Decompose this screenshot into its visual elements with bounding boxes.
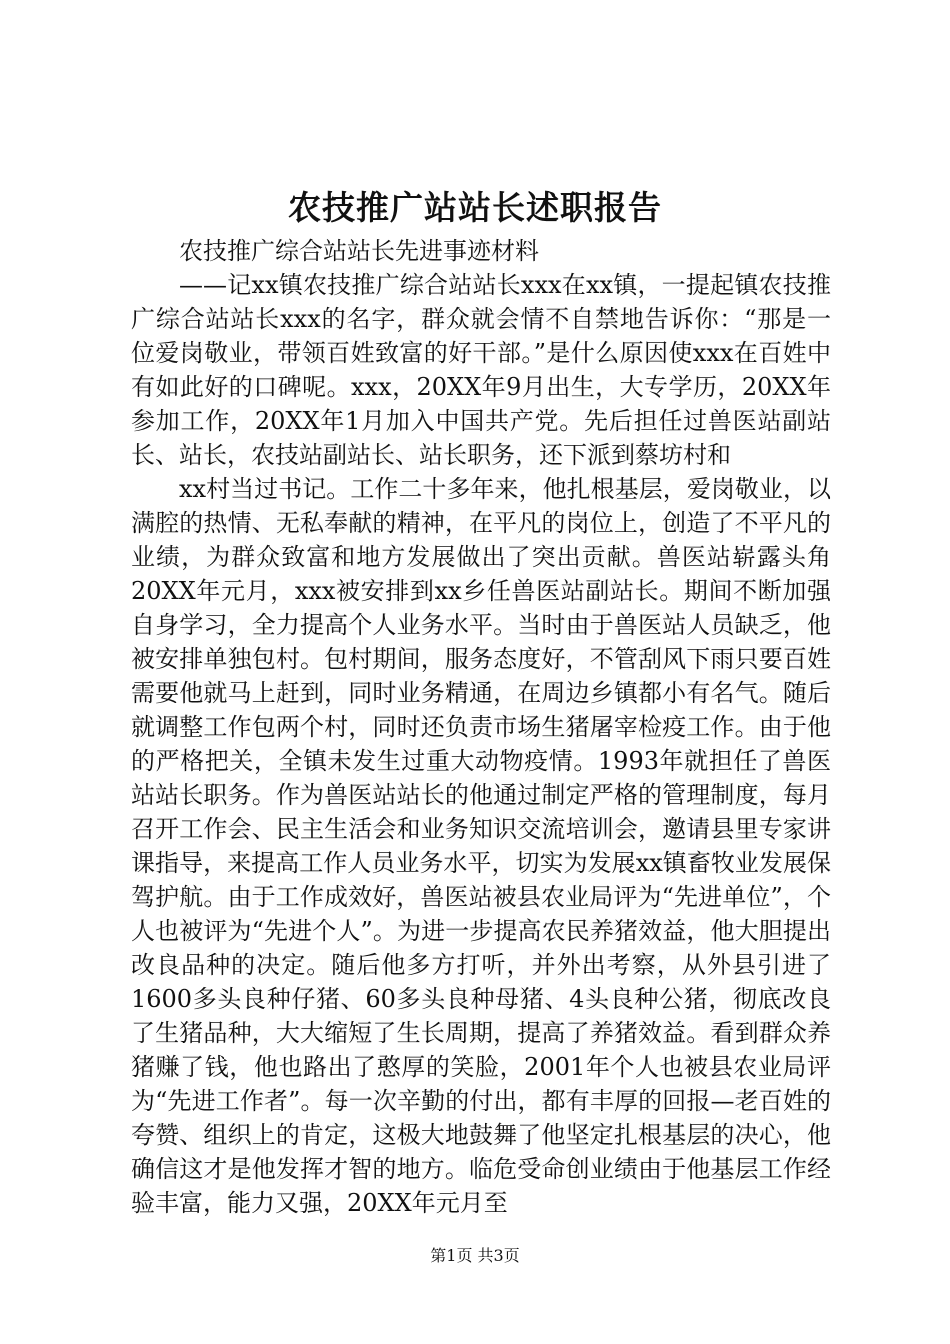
subtitle-paragraph: 农技推广综合站站长先进事迹材料	[179, 237, 539, 265]
page-number-footer: 第1页 共3页	[430, 1246, 520, 1265]
document-body	[131, 234, 831, 1220]
body-paragraph: xx村当过书记。工作二十多年来，他扎根基层，爱岗敬业，以满腔的热情、无私奉献的精神，在平凡的岗位上，创造了不平凡的业绩，为群众致富和地方发展做出了突出贡献。兽医站崭露头角20XX年元月，xxx被安排到xx乡任兽医站副站长。期间不断加强自身学习，全力提高个人业务水平。当时由于兽医站人员缺乏，他被安排单独包村。包村期间，服务态度好，不管刮风下雨只要百姓需要他就马上赶到，同时业务精通，在周边乡镇都小有名气。随后就调整工作包两个村，同时还负责市场生猪屠宰检疫工作。由于他的严格把关，全镇未发生过重大动物疫情。1993年就担任了兽医站站长职务。作为兽医站站长的他通过制定严格的管理制度，每月召开工作会、民主生活会和业务知识交流培训会，邀请县里专家讲课指导，来提高工作人员业务水平，切实为发展xx镇畜牧业发展保驾护航。由于工作成效好，兽医站被县农业局评为“先进单位”，个人也被评为“先进个人”。为进一步提高农民养猪效益，他大胆提出改良品种的决定。随后他多方打听，并外出考察，从外县引进了1600多头良种仔猪、60多头良种母猪、4头良种公猪，彻底改良了生猪品种，大大缩短了生长周期，提高了养猪效益。看到群众养猪赚了钱，他也路出了憨厚的笑脸，2001年个人也被县农业局评为“先进工作者”。每一次辛勤的付出，都有丰厚的回报—老百姓的夸赞、组织上的肯定，这极大地鼓舞了他坚定扎根基层的决心，他确信这才是他发挥才智的地方。临危受命创业绩由于他基层工作经验丰富，能力又强，20XX年元月至	[131, 475, 831, 1217]
page-title: 农技推广站站长述职报告	[288, 188, 662, 227]
body-paragraph: ——记xx镇农技推广综合站站长xxx在xx镇，一提起镇农技推广综合站站长xxx的名字，群众就会情不自禁地告诉你：“那是一位爱岗敬业，带领百姓致富的好干部。”是什么原因使xxx在百姓中有如此好的口碑呢。xxx，20XX年9月出生，大专学历，20XX年参加工作，20XX年1月加入中国共产党。先后担任过兽医站副站长、站长，农技站副站长、站长职务，还下派到蔡坊村和	[131, 271, 831, 469]
